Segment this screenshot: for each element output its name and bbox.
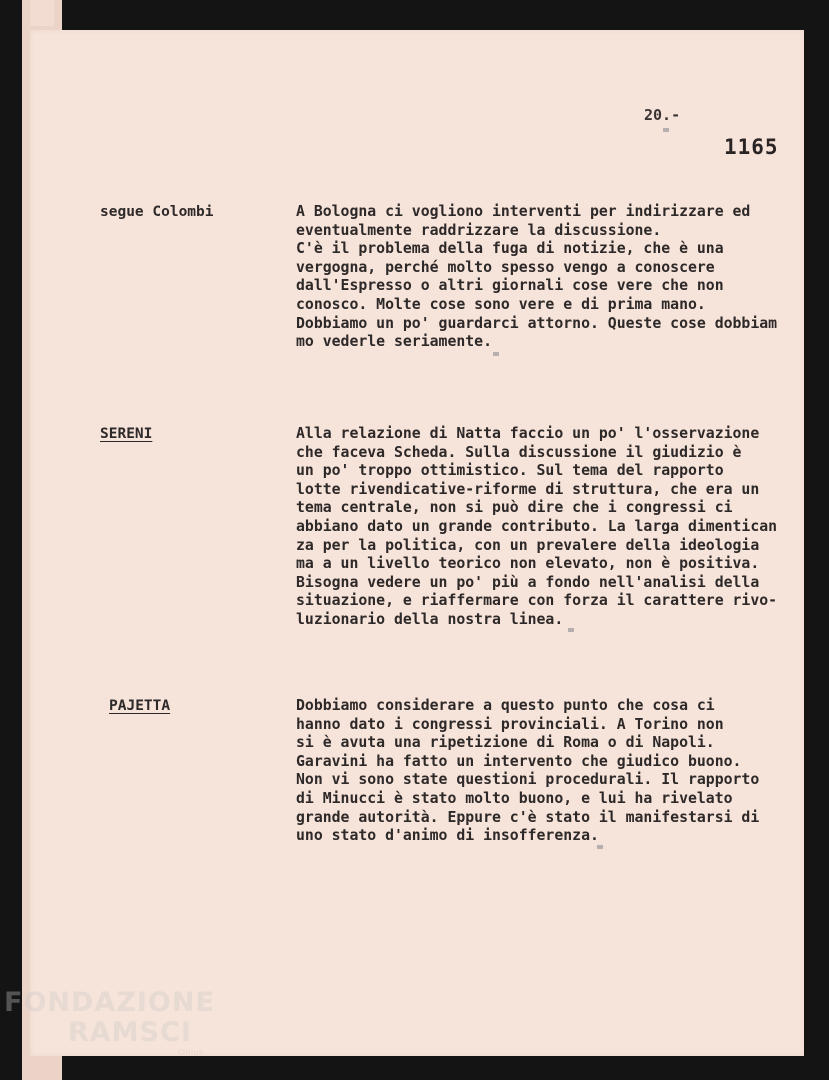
text-line: za per la politica, con un prevalere della ideologia: [296, 536, 760, 554]
text-line: di Minucci è stato molto buono, e lui ha rivelato: [296, 789, 733, 807]
text-line: Non vi sono state questioni procedurali. Il rapporto: [296, 771, 760, 789]
text-line: si è avuta una ripetizione di Roma o di Napoli.: [296, 734, 715, 752]
text-line: eventualmente raddrizzare la discussione.: [296, 221, 662, 239]
paragraph-sereni: [296, 425, 808, 630]
watermark-line-2: RAMSCI: [68, 1017, 192, 1048]
text-line: Bisogna vedere un po' più a fondo nell'analisi della: [296, 573, 760, 591]
text-line: luzionario della nostra linea.: [296, 610, 564, 628]
text-line: uno stato d'animo di insofferenza.: [296, 827, 599, 845]
text-line: mo vederle seriamente.: [296, 333, 492, 351]
fondazione-gramsci-watermark: [4, 988, 215, 1048]
text-line: grande autorità. Eppure c'è stato il manifestarsi di: [296, 808, 760, 826]
text-line: Dobbiamo un po' guardarci attorno. Queste cose dobbiam: [296, 314, 778, 332]
watermark-line-1: FONDAZIONE: [4, 987, 215, 1018]
text-line: che faceva Scheda. Sulla discussione il giudizio è: [296, 443, 742, 461]
text-line: dall'Espresso o altri giornali cose vere che non: [296, 277, 724, 295]
watermark-line-3: Onlus: [178, 1048, 204, 1058]
underlying-sheet-edge: [30, 0, 54, 26]
text-line: situazione, e riaffermare con forza il carattere rivo-: [296, 592, 778, 610]
text-line: C'è il problema della fuga di notizie, che è una: [296, 240, 724, 258]
text-line: conosco. Molte cose sono vere e di prima mano.: [296, 295, 706, 313]
text-line: Alla relazione di Natta faccio un po' l'osservazione: [296, 425, 769, 442]
scan-mark: [597, 845, 603, 849]
folio-number: 1165: [724, 135, 779, 159]
text-line: vergogna, perché molto spesso vengo a conoscere: [296, 258, 715, 276]
speaker-pajetta: PAJETTA: [109, 698, 171, 714]
text-line: un po' troppo ottimistico. Sul tema del rapporto: [296, 462, 724, 480]
speaker-colombi: segue Colombi: [100, 204, 214, 220]
text-line: tema centrale, non si può dire che i congressi ci: [296, 499, 733, 517]
text-line: abbiano dato un grande contributo. La larga dimentican: [296, 517, 778, 535]
text-line: Garavini ha fatto un intervento che giudico buono.: [296, 752, 742, 770]
page-number: 20.-: [644, 106, 681, 124]
speaker-sereni: SERENI: [100, 426, 153, 442]
scan-mark: [568, 628, 574, 632]
text-line: lotte rivendicative-riforme di struttura, che era un: [296, 480, 760, 498]
text-line: ma a un livello teorico non elevato, non è positiva.: [296, 555, 760, 573]
scan-mark: [493, 352, 499, 356]
text-line: hanno dato i congressi provinciali. A Torino non: [296, 715, 724, 733]
paragraph-colombi: [296, 203, 808, 352]
text-line: Dobbiamo considerare a questo punto che cosa ci: [296, 697, 715, 714]
text-line: A Bologna ci vogliono interventi per indirizzare ed: [296, 203, 751, 220]
paragraph-pajetta: [296, 697, 808, 846]
scan-mark: [663, 128, 669, 132]
